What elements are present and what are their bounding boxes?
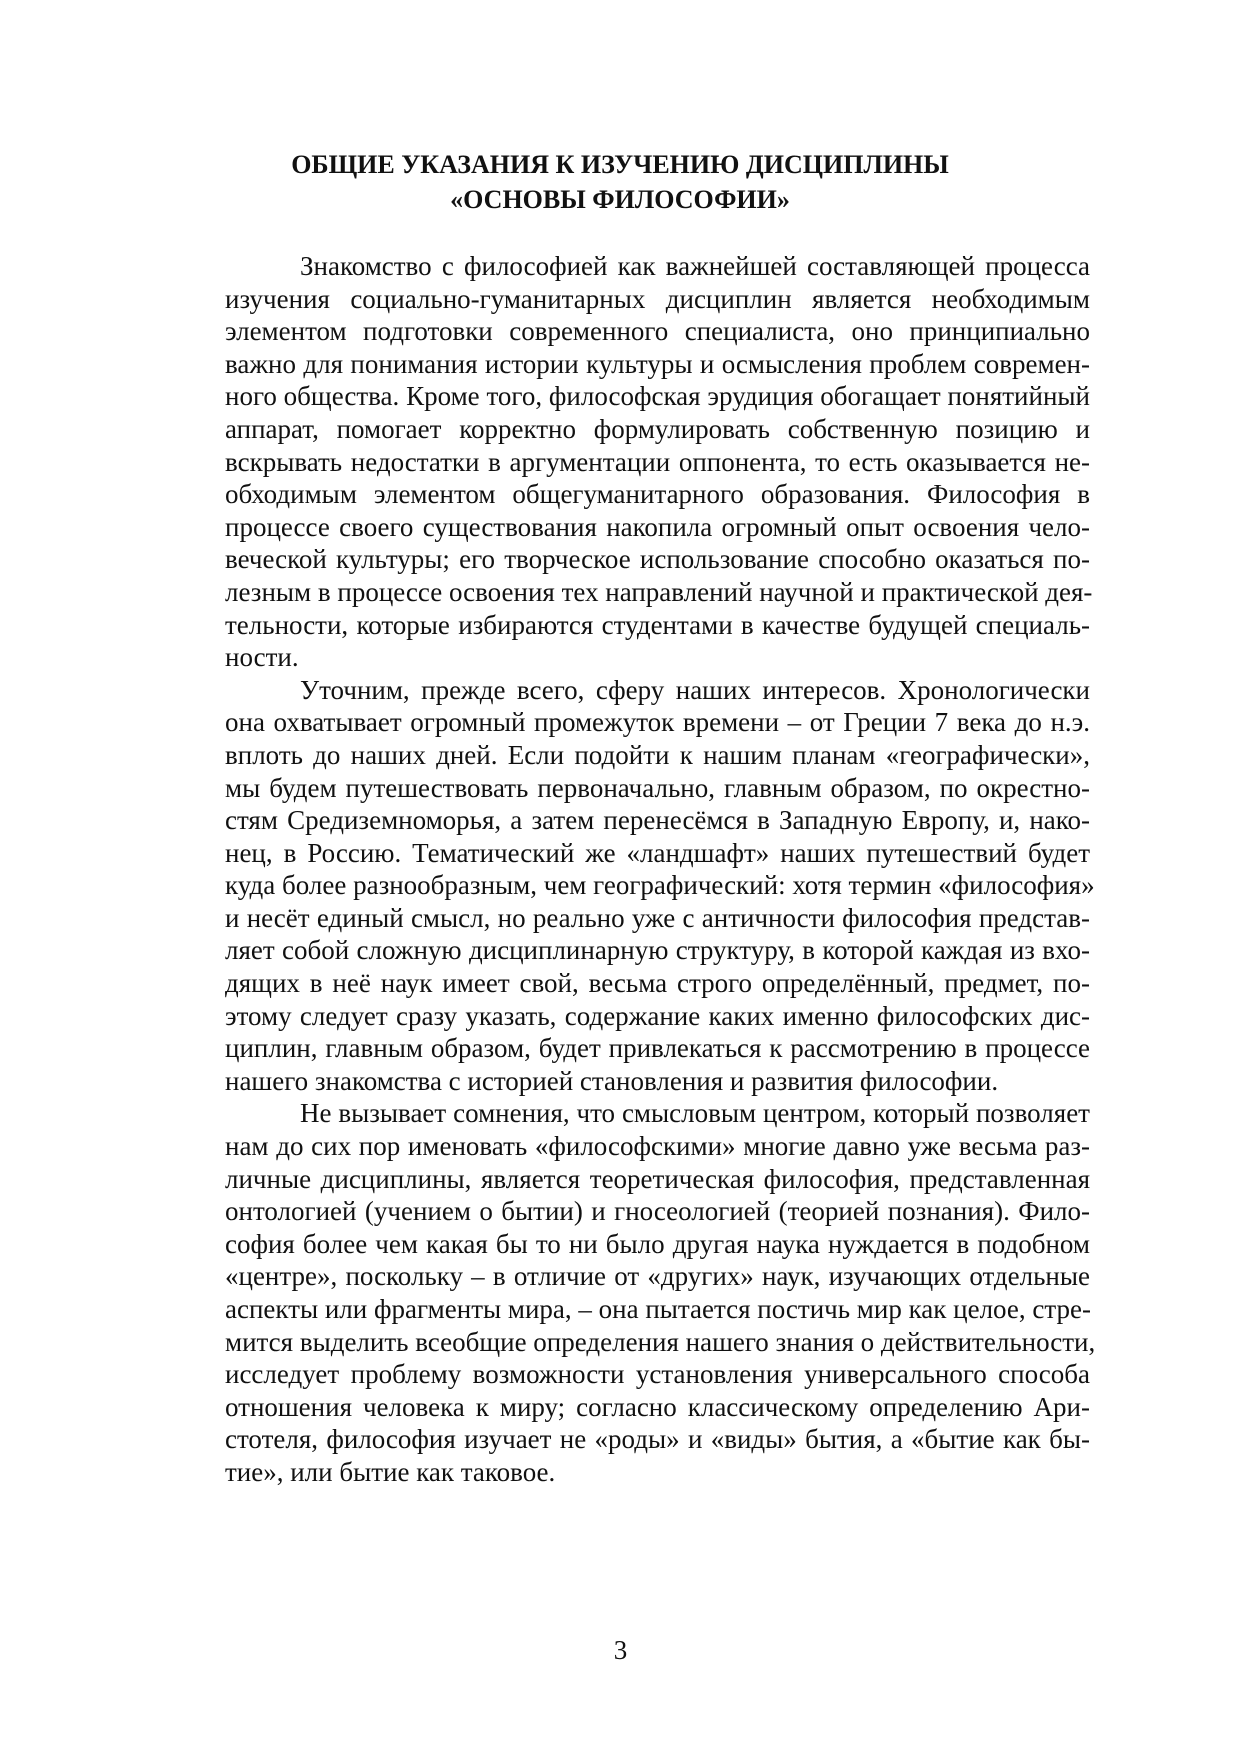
text-line: изучения социально-гуманитарных дисциплин является необходимым bbox=[225, 283, 1090, 314]
text-line: нам до сих пор именовать «философскими» многие давно уже весьма раз- bbox=[225, 1131, 1090, 1162]
paragraph-3 bbox=[150, 1097, 1096, 1488]
text-line: обходимым элементом общегуманитарного образования. Философия в bbox=[225, 479, 1090, 510]
text-line: мится выделить всеобщие определения нашего знания о действительности, bbox=[225, 1326, 1096, 1357]
text-line: тие», или бытие как таковое. bbox=[225, 1456, 556, 1487]
text-line: ного общества. Кроме того, философская эрудиция обогащает понятийный bbox=[225, 381, 1090, 412]
page-number: 3 bbox=[613, 1635, 628, 1665]
text-line: Знакомство с философией как важнейшей составляющей процесса bbox=[300, 251, 1090, 281]
text-line: ляет собой сложную дисциплинарную структуру, в которой каждая из вхо- bbox=[225, 935, 1090, 966]
text-line: и несёт единый смысл, но реально уже с античности философия представ- bbox=[225, 902, 1090, 933]
document-body bbox=[150, 250, 1096, 1489]
text-line: вплоть до наших дней. Если подойти к нашим планам «географически», bbox=[225, 739, 1090, 770]
paragraph-1 bbox=[150, 250, 1093, 674]
text-line: вскрывать недостатки в аргументации оппонента, то есть оказывается не- bbox=[225, 446, 1090, 477]
text-line: нец, в Россию. Тематический же «ландшафт» наших путешествий будет bbox=[225, 837, 1090, 868]
text-line: аппарат, помогает корректно формулировать собственную позицию и bbox=[225, 413, 1090, 444]
text-line: элементом подготовки современного специалиста, оно принципиально bbox=[225, 316, 1090, 347]
text-line: она охватывает огромный промежуток времени – от Греции 7 века до н.э. bbox=[225, 707, 1090, 738]
text-line: онтологией (учением о бытии) и гносеологией (теорией познания). Фило- bbox=[225, 1196, 1090, 1227]
paragraph-2 bbox=[150, 674, 1095, 1098]
text-line: циплин, главным образом, будет привлекаться к рассмотрению в процессе bbox=[225, 1033, 1090, 1064]
text-line: стотеля, философия изучает не «роды» и «виды» бытия, а «бытие как бы- bbox=[225, 1424, 1090, 1455]
text-line: тельности, которые избираются студентами в качестве будущей специаль- bbox=[225, 609, 1090, 640]
text-line: Уточним, прежде всего, сферу наших интересов. Хронологически bbox=[300, 674, 1090, 705]
text-line: «центре», поскольку – в отличие от «других» наук, изучающих отдельные bbox=[225, 1261, 1090, 1292]
text-line: Не вызывает сомнения, что смысловым центром, который позволяет bbox=[300, 1098, 1090, 1129]
title-line-1: ОБЩИЕ УКАЗАНИЯ К ИЗУЧЕНИЮ ДИСЦИПЛИНЫ bbox=[291, 150, 949, 179]
title-line-2: «ОСНОВЫ ФИЛОСОФИИ» bbox=[450, 185, 790, 214]
text-line: процессе своего существования накопила огромный опыт освоения чело- bbox=[225, 511, 1090, 542]
text-line: куда более разнообразным, чем географический: хотя термин «философия» bbox=[225, 870, 1095, 901]
text-line: отношения человека к миру; согласно классическому определению Ари- bbox=[225, 1391, 1090, 1422]
text-line: ности. bbox=[225, 642, 299, 673]
text-line: софия более чем какая бы то ни было другая наука нуждается в подобном bbox=[225, 1228, 1090, 1259]
text-line: стям Средиземноморья, а затем перенесёмся в Западную Европу, и, нако- bbox=[225, 805, 1090, 836]
text-line: лезным в процессе освоения тех направлений научной и практической дея- bbox=[225, 576, 1093, 607]
text-line: личные дисциплины, является теоретическая философия, представленная bbox=[225, 1163, 1090, 1194]
text-line: важно для понимания истории культуры и осмысления проблем современ- bbox=[225, 348, 1090, 379]
text-line: мы будем путешествовать первоначально, главным образом, по окрестно- bbox=[225, 772, 1090, 803]
text-line: исследует проблему возможности установления универсального способа bbox=[225, 1359, 1090, 1390]
text-line: этому следует сразу указать, содержание каких именно философских дис- bbox=[225, 1000, 1090, 1031]
text-line: аспекты или фрагменты мира, – она пытается постичь мир как целое, стре- bbox=[225, 1294, 1091, 1324]
text-line: веческой культуры; его творческое использование способно оказаться по- bbox=[225, 544, 1090, 575]
text-line: дящих в неё наук имеет свой, весьма строго определённый, предмет, по- bbox=[225, 968, 1090, 999]
text-line: нашего знакомства с историей становления и развития философии. bbox=[225, 1065, 999, 1096]
